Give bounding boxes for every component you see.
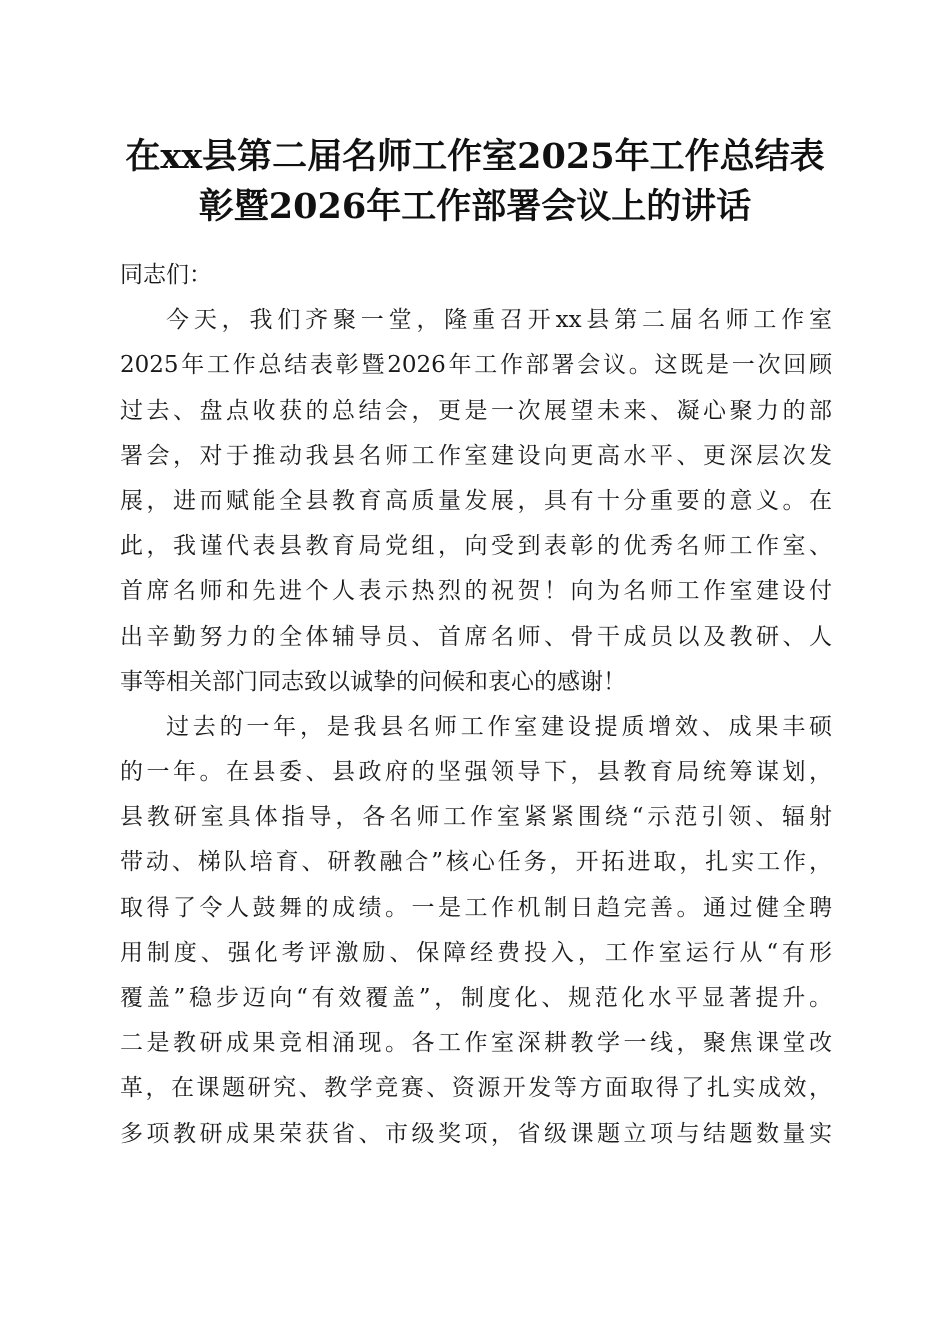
paragraph-1: [120, 298, 832, 705]
paragraph-line: 过去的一年，是我县名师工作室建设提质增效、成果丰硕: [166, 713, 832, 740]
paragraph-line: 过去、盘点收获的总结会，更是一次展望未来、凝心聚力的部: [120, 397, 832, 424]
paragraph-line: 展，进而赋能全县教育高质量发展，具有十分重要的意义。在: [120, 487, 832, 514]
paragraph-line: 取得了令人鼓舞的成绩。一是工作机制日趋完善。通过健全聘: [120, 894, 832, 921]
paragraph-line: 的一年。在县委、县政府的坚强领导下，县教育局统筹谋划，: [120, 759, 832, 786]
document-title: [100, 132, 850, 232]
paragraph-line: 此，我谨代表县教育局党组，向受到表彰的优秀名师工作室、: [120, 533, 832, 560]
greeting: 同志们：: [120, 262, 212, 288]
paragraph-line: 带动、梯队培育、研教融合”核心任务，开拓进取，扎实工作，: [120, 849, 832, 876]
paragraph-line: 今天，我们齐聚一堂，隆重召开xx县第二届名师工作室: [166, 307, 832, 334]
paragraph-line: 县教研室具体指导，各名师工作室紧紧围绕“示范引领、辐射: [120, 804, 832, 831]
paragraph-line: 出辛勤努力的全体辅导员、首席名师、骨干成员以及教研、人: [120, 623, 832, 650]
paragraph-line: 二是教研成果竞相涌现。各工作室深耕教学一线，聚焦课堂改: [120, 1030, 832, 1057]
paragraph-line: 2025年工作总结表彰暨2026年工作部署会议。这既是一次回顾: [120, 352, 832, 379]
paragraph-line: 首席名师和先进个人表示热烈的祝贺！向为名师工作室建设付: [120, 578, 832, 605]
paragraph-line: 署会，对于推动我县名师工作室建设向更高水平、更深层次发: [120, 442, 832, 469]
paragraph-line: 事等相关部门同志致以诚挚的问候和衷心的感谢！: [120, 668, 626, 695]
title-line-1: 在xx县第二届名师工作室2025年工作总结表: [125, 136, 825, 177]
paragraph-line: 革，在课题研究、教学竞赛、资源开发等方面取得了扎实成效，: [120, 1075, 832, 1102]
paragraph-line: 覆盖”稳步迈向“有效覆盖”，制度化、规范化水平显著提升。: [120, 985, 832, 1011]
title-line-2: 彰暨2026年工作部署会议上的讲话: [198, 186, 752, 227]
document-body: [120, 253, 832, 1157]
paragraph-line: 用制度、强化考评激励、保障经费投入，工作室运行从“有形: [120, 939, 832, 966]
paragraph-2: [120, 705, 832, 1157]
paragraph-line: 多项教研成果荣获省、市级奖项，省级课题立项与结题数量实: [120, 1120, 832, 1147]
